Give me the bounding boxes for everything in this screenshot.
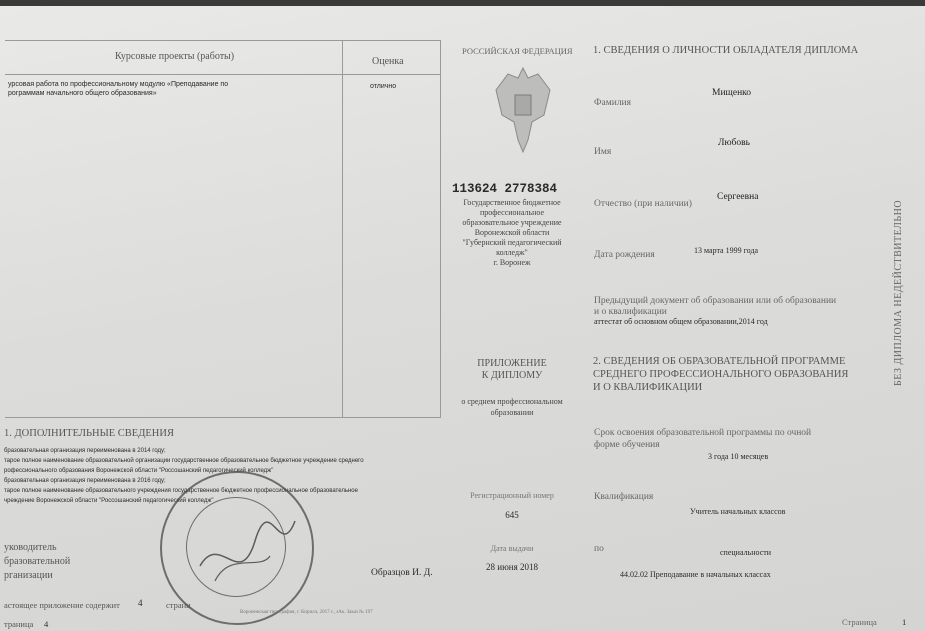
- po-label: по: [594, 544, 604, 554]
- table-bottom-border: [5, 417, 441, 418]
- project-grade: отлично: [370, 83, 397, 90]
- appendix-title-line-1: ПРИЛОЖЕНИЕ: [477, 358, 547, 369]
- head-label-line-1: уководитель: [4, 542, 57, 553]
- vertical-validity-note: БЕЗ ДИПЛОМА НЕДЕЙСТВИТЕЛЬНО: [893, 199, 904, 386]
- additional-line: тарое полное наименование образовательного учреждения государственное бюджетное профессиональное образовательное: [4, 488, 358, 494]
- additional-line: рофессионального образования Воронежской области "Россошанский педагогический колледж": [4, 468, 274, 474]
- contains-pages-word: страни: [166, 600, 191, 610]
- table-header-border: [5, 74, 441, 75]
- org-line: г. Воронеж: [493, 258, 531, 267]
- printer-info: Воронежская типография, г. Кирилл, 2017 г., зАк. Заказ № 197: [240, 610, 373, 615]
- org-line: Воронежской области: [474, 228, 550, 237]
- org-line: образовательное учреждение: [462, 218, 562, 227]
- birth-date-label: Дата рождения: [594, 250, 655, 260]
- head-label-line-2: бразовательной: [4, 556, 71, 567]
- table-top-border: [5, 40, 441, 41]
- specialty-value: 44.02.02 Преподавание в начальных классах: [620, 570, 771, 579]
- registration-number-label: Регистрационный номер: [470, 491, 554, 500]
- section-1-title: 1. СВЕДЕНИЯ О ЛИЧНОСТИ ОБЛАДАТЕЛЯ ДИПЛОМА: [593, 45, 859, 56]
- diploma-appendix-sheet: [0, 6, 925, 631]
- study-term-label-line-2: форме обучения: [594, 440, 660, 450]
- birth-date-value: 13 марта 1999 года: [694, 246, 759, 255]
- coat-of-arms-emblem: [488, 60, 558, 160]
- surname-label: Фамилия: [594, 98, 632, 108]
- study-term-value: 3 года 10 месяцев: [708, 452, 769, 461]
- appendix-subtitle-line-2: образовании: [490, 408, 534, 417]
- project-text-line-1: урсовая работа по профессиональному модулю «Преподавание по: [8, 81, 229, 88]
- org-line: колледж": [496, 248, 528, 257]
- left-page-number: 4: [44, 619, 49, 629]
- first-name-label: Имя: [594, 147, 612, 157]
- projects-column-header: Курсовые проекты (работы): [115, 51, 235, 62]
- right-page-number: 1: [902, 617, 907, 627]
- specialty-label: специальности: [720, 548, 772, 557]
- additional-line: бразовательная организация переименована в 2014 году;: [4, 448, 166, 454]
- additional-info-title: 1. ДОПОЛНИТЕЛЬНЫЕ СВЕДЕНИЯ: [4, 428, 174, 439]
- grade-column-header: Оценка: [372, 56, 404, 67]
- additional-line: тарое полное наименование образовательной организации государственное образовательное бюджетное учреждение среднего: [4, 458, 364, 464]
- table-column-divider: [342, 40, 343, 418]
- section-2-title-line-2: СРЕДНЕГО ПРОФЕССИОНАЛЬНОГО ОБРАЗОВАНИЯ: [593, 369, 849, 380]
- russian-federation-label: РОССИЙСКАЯ ФЕДЕРАЦИЯ: [462, 46, 573, 56]
- section-2-title-line-1: 2. СВЕДЕНИЯ ОБ ОБРАЗОВАТЕЛЬНОЙ ПРОГРАММЕ: [593, 356, 846, 367]
- registration-number-value: 645: [505, 510, 519, 520]
- additional-line: бразовательная организация переименована в 2016 году;: [4, 478, 166, 484]
- right-page-label: Страница: [842, 617, 877, 627]
- contains-text: астоящее приложение содержит: [4, 600, 120, 610]
- additional-line: чреждение Воронежской области "Россошанский педагогический колледж": [4, 498, 214, 504]
- issue-date-label: Дата выдачи: [490, 544, 534, 553]
- serial-number: 113624 2778384: [452, 182, 558, 196]
- appendix-subtitle-line-1: о среднем профессиональном: [461, 397, 563, 406]
- head-label-line-3: рганизации: [4, 570, 53, 581]
- head-name: Образцов И. Д.: [371, 568, 433, 578]
- patronymic-value: Сергеевна: [717, 192, 759, 202]
- issuing-organization: [448, 198, 576, 268]
- org-line: Государственное бюджетное: [463, 198, 561, 207]
- previous-document-value: аттестат об основном общем образовании,2014 год: [594, 317, 768, 326]
- section-2-title-line-3: И О КВАЛИФИКАЦИИ: [593, 382, 703, 393]
- qualification-label: Квалификация: [594, 492, 654, 502]
- patronymic-label: Отчество (при наличии): [594, 199, 692, 209]
- previous-document-label-line-1: Предыдущий документ об образовании или об образовании: [594, 296, 837, 306]
- signature-scribble: [160, 471, 310, 621]
- issue-date-value: 28 июня 2018: [486, 562, 538, 572]
- previous-document-label-line-2: и о квалификации: [594, 307, 667, 317]
- table-right-border: [440, 40, 441, 418]
- project-text-line-2: рограммам начального общего образования»: [8, 90, 157, 97]
- surname-value: Мищенко: [712, 88, 752, 98]
- qualification-value: Учитель начальных классов: [690, 507, 786, 516]
- contains-page-count: 4: [138, 598, 143, 608]
- appendix-title-line-2: К ДИПЛОМУ: [481, 370, 543, 381]
- left-page-label: траница: [4, 619, 34, 629]
- org-line: профессиональное: [479, 208, 545, 217]
- study-term-label-line-1: Срок освоения образовательной программы по очной: [594, 428, 812, 438]
- org-line: "Губернский педагогический: [462, 238, 562, 247]
- first-name-value: Любовь: [718, 138, 750, 148]
